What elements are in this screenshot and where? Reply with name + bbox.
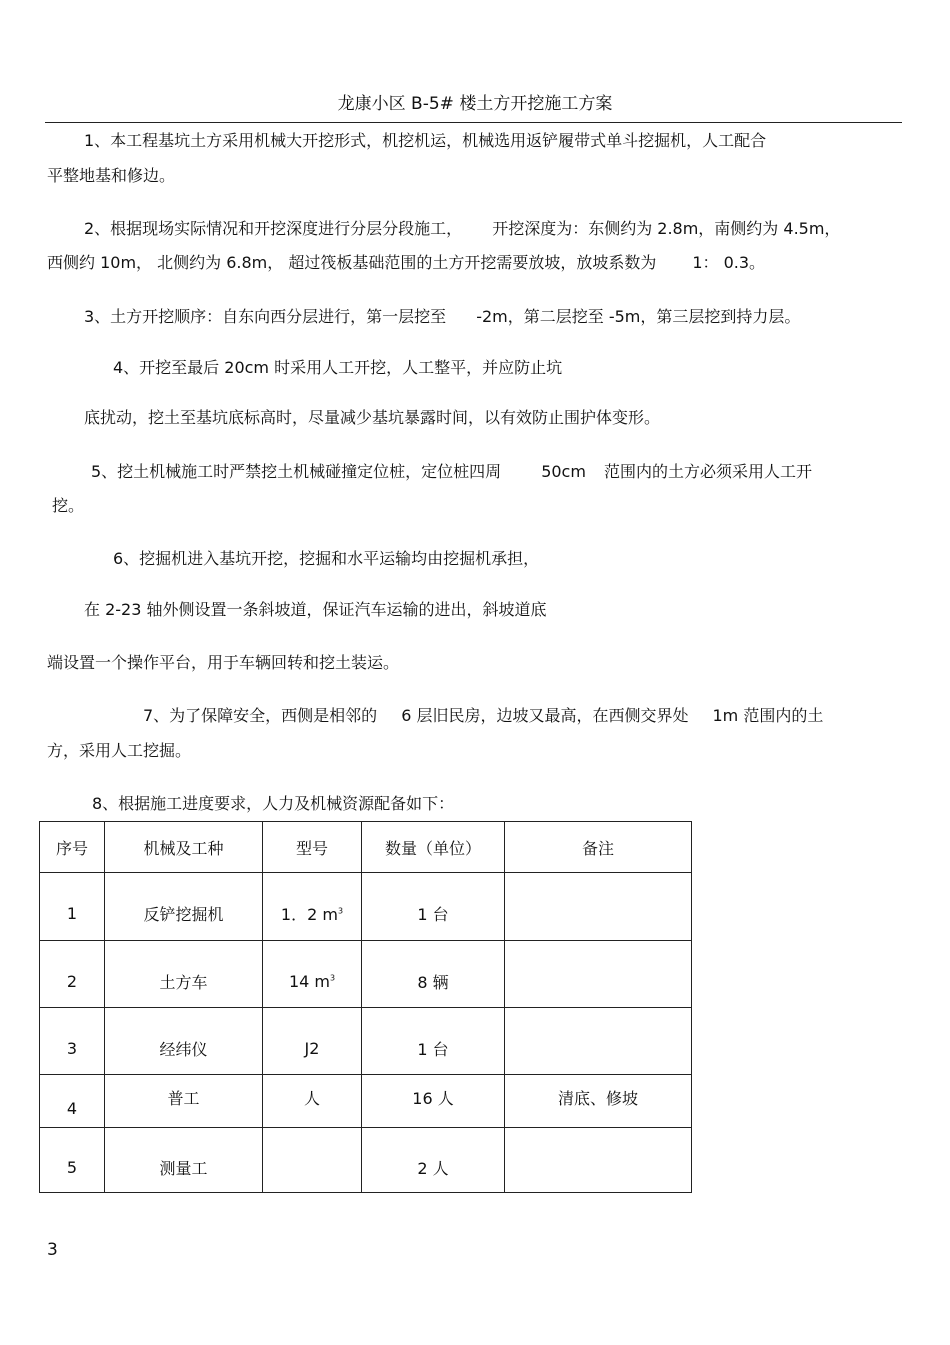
page-number: 3: [47, 1240, 58, 1260]
para-6-line-2: 在 2-23 轴外侧设置一条斜坡道，保证汽车运输的进出，斜坡道底: [84, 600, 547, 619]
table-row: [40, 873, 692, 941]
para-5-line-2: 挖。: [52, 496, 85, 515]
table-cell: 4: [66, 1098, 78, 1118]
table-cell: 2: [66, 971, 78, 991]
para-1-line-2: 平整地基和修边。: [47, 166, 176, 185]
para-7-line-1-part-b: 6 层旧民房，边坡又最高，在西侧交界处: [401, 706, 689, 725]
table-header-cell: 机械及工种: [105, 822, 263, 873]
table-header-cell: 型号: [263, 822, 362, 873]
table-header-cell: 备注: [505, 822, 692, 873]
para-3-line-1: [84, 307, 800, 327]
table-cell: [505, 1034, 691, 1048]
table-cell: 普工: [167, 1088, 200, 1108]
table-cell: 2 人: [417, 1158, 449, 1178]
para-1-line-1: 1、本工程基坑土方采用机械大开挖形式，机挖机运，机械选用返铲履带式单斗挖掘机，人工配合: [84, 131, 767, 150]
table-cell: 经纬仪: [159, 1039, 208, 1059]
para-5-line-1-part-c: 范围内的土方必须采用人工开: [603, 462, 812, 481]
table-row: [40, 941, 692, 1008]
para-7-line-1-part-c: 1m 范围内的土: [712, 706, 824, 725]
table-row: [40, 1075, 692, 1128]
table-cell: [505, 1153, 691, 1167]
para-5-line-1: [91, 462, 812, 482]
table-cell: [505, 900, 691, 914]
table-row: [40, 1008, 692, 1075]
resource-table: [39, 821, 692, 1193]
para-2-line-1: [84, 219, 840, 239]
table-header-row: [40, 822, 692, 873]
table-cell: [263, 1153, 361, 1167]
document-title: 龙康小区 B-5# 楼土方开挖施工方案: [337, 94, 613, 114]
table-cell: 1: [66, 904, 78, 923]
table-cell: 反铲挖掘机: [143, 905, 224, 924]
para-3-line-1-part-a: 3、土方开挖顺序：自东向西分层进行，第一层挖至: [84, 307, 447, 326]
table-cell: [505, 967, 691, 981]
para-5-line-1-part-a: 5、挖土机械施工时严禁挖土机械碰撞定位桩，定位桩四周: [91, 462, 502, 481]
unit-superscript: 3: [329, 973, 336, 983]
unit-superscript: 3: [337, 906, 344, 916]
para-7-line-1: [143, 706, 823, 726]
table-cell-with-unit: [263, 958, 361, 991]
para-4-line-2: 底扰动，挖土至基坑底标高时，尽量减少基坑暴露时间，以有效防止围护体变形。: [84, 408, 661, 427]
table-cell: 3: [66, 1038, 78, 1058]
table-header-cell: 数量（单位）: [362, 822, 505, 873]
para-2-line-1-part-b: 开挖深度为：东侧约为 2.8m，南侧约为 4.5m，: [492, 219, 841, 238]
table-cell: 16 人: [412, 1088, 454, 1108]
header-rule: [45, 122, 902, 123]
para-6-line-3: 端设置一个操作平台，用于车辆回转和挖土装运。: [47, 653, 400, 672]
table-cell: 5: [66, 1157, 78, 1177]
para-7-line-2: 方，采用人工挖掘。: [47, 741, 192, 760]
para-2-line-2: [47, 253, 765, 273]
table-cell: 8 辆: [417, 972, 449, 992]
table-cell: 1．2 m: [280, 905, 338, 924]
table-cell: 测量工: [159, 1158, 208, 1178]
para-3-line-1-part-b: -2m，第二层挖至 -5m，第三层挖到持力层。: [476, 307, 801, 326]
table-cell: J2: [304, 1038, 320, 1058]
table-cell: 人: [303, 1088, 320, 1108]
table-cell-with-unit: [263, 888, 361, 925]
para-2-line-1-part-a: 2、根据现场实际情况和开挖深度进行分层分段施工，: [84, 219, 463, 238]
table-cell: 14 m: [288, 971, 330, 991]
para-6-line-1: 6、挖掘机进入基坑开挖，挖掘和水平运输均由挖掘机承担，: [113, 549, 540, 568]
para-2-line-2-part-b: 1： 0.3。: [692, 253, 766, 272]
para-2-line-2-part-a: 西侧约 10m， 北侧约为 6.8m， 超过筏板基础范围的土方开挖需要放坡，放坡系数为: [47, 253, 657, 272]
table-cell: 土方车: [159, 972, 208, 992]
table-cell: 1 台: [417, 1039, 449, 1059]
table-header-cell: 序号: [40, 822, 105, 873]
para-4-line-1: 4、开挖至最后 20cm 时采用人工开挖，人工整平，并应防止坑: [113, 358, 563, 377]
para-7-line-1-part-a: 7、为了保障安全，西侧是相邻的: [143, 706, 378, 725]
para-5-line-1-part-b: 50cm: [541, 462, 586, 481]
table-cell: 清底、修坡: [557, 1088, 638, 1108]
table-row: [40, 1128, 692, 1193]
table-cell: 1 台: [417, 905, 449, 924]
para-8-line-1: 8、根据施工进度要求，人力及机械资源配备如下：: [92, 794, 455, 813]
